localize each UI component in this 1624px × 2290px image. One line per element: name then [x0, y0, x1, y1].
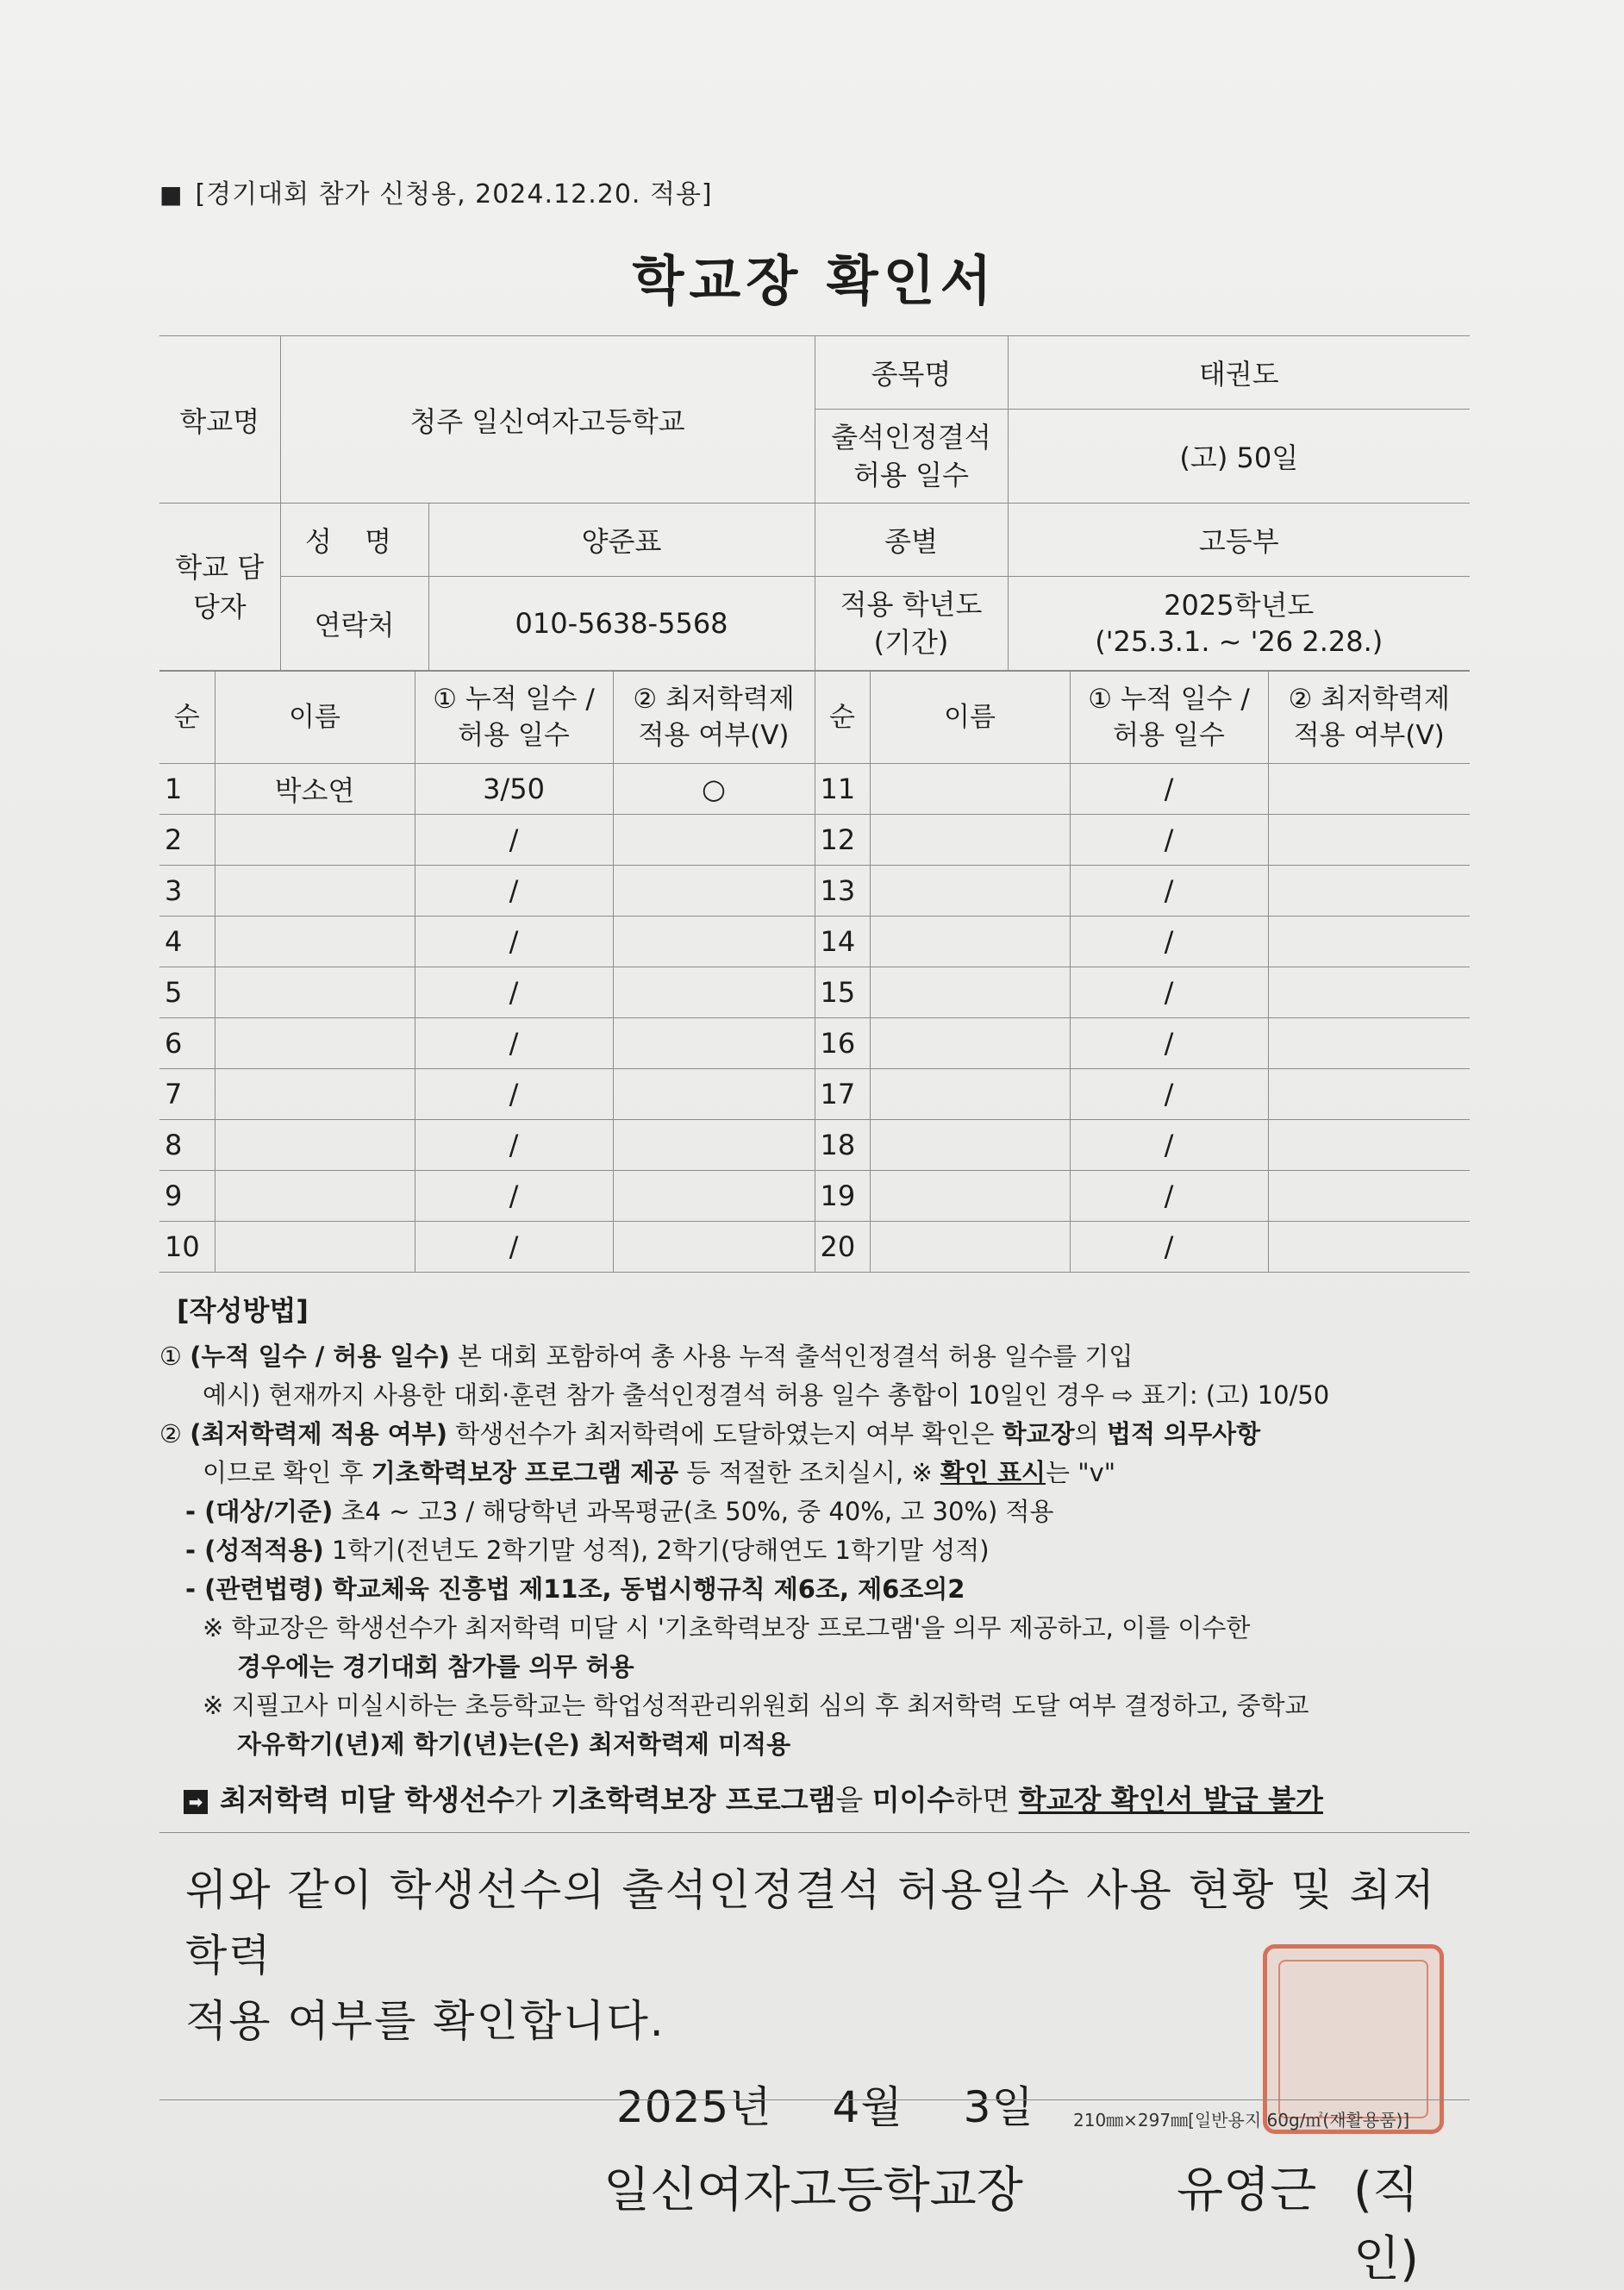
table-row [159, 917, 1470, 967]
attendance-value: (고) 50일 [1008, 410, 1470, 504]
cell-name [870, 1171, 1070, 1222]
guide-line-1 [159, 1337, 1470, 1376]
sport-value: 태권도 [1008, 336, 1470, 410]
cell-no: 13 [815, 866, 870, 917]
guide-term: 법적 의무사항 [1106, 1419, 1261, 1448]
cell-days: / [1070, 1171, 1268, 1222]
divider [159, 1832, 1470, 1833]
date-day: 3일 [963, 2082, 1034, 2132]
guide-line-9: 경우에는 경기대회 참가를 의무 허용 [237, 1652, 634, 1681]
guide-line-11: 자유학기(년)제 학기(년)는(은) 최저학력제 미적용 [237, 1730, 791, 1759]
list-header-row [159, 672, 1470, 764]
table-row [159, 1171, 1470, 1222]
cell-mark [1268, 967, 1470, 1018]
cell-days: / [415, 1222, 613, 1273]
division-label: 종별 [815, 504, 1008, 577]
cell-mark [1268, 1171, 1470, 1222]
cell-days: / [415, 815, 613, 866]
cell-name: 박소연 [215, 764, 415, 815]
cell-mark: ○ [613, 764, 815, 815]
date-month: 4월 [832, 2082, 903, 2132]
sport-label: 종목명 [815, 336, 1008, 410]
cell-mark [1268, 866, 1470, 917]
square-bullet-icon: ■ [159, 180, 184, 209]
cell-no: 10 [159, 1222, 215, 1273]
table-row [159, 815, 1470, 866]
document-content [159, 172, 1470, 2287]
cell-name [215, 1069, 415, 1120]
contact-group-label: 학교 담당자 [159, 504, 280, 671]
cell-mark [1268, 1018, 1470, 1069]
year-label: 적용 학년도 (기간) [815, 577, 1008, 671]
guide-text: 본 대회 포함하여 총 사용 누적 출석인정결석 허용 일수를 기입 [449, 1342, 1134, 1371]
cell-days: / [415, 866, 613, 917]
table-row [159, 1120, 1470, 1171]
cell-days: / [1070, 815, 1268, 866]
cell-name [215, 866, 415, 917]
cell-name [215, 1222, 415, 1273]
header-note-text: [경기대회 참가 신청용, 2024.12.20. 적용] [195, 179, 713, 210]
table-row [159, 1018, 1470, 1069]
cell-name [215, 1120, 415, 1171]
writing-guide [159, 1292, 1470, 1764]
cell-no: 6 [159, 1018, 215, 1069]
table-row [159, 764, 1470, 815]
bottom-divider [159, 2099, 1470, 2100]
cell-days: / [1070, 1018, 1268, 1069]
cell-no: 14 [815, 917, 870, 967]
cell-mark [613, 967, 815, 1018]
cell-name [870, 1018, 1070, 1069]
cell-days: / [1070, 1069, 1268, 1120]
guide-text: 학생선수가 최저학력에 도달하였는지 여부 확인은 [447, 1419, 1003, 1448]
guide-line-6 [159, 1531, 1470, 1570]
cell-days: / [1070, 764, 1268, 815]
final-note-part: 학교장 확인서 발급 불가 [1018, 1783, 1323, 1817]
page-title: 학교장 확인서 [632, 249, 997, 312]
final-note-part: 하면 [954, 1783, 1019, 1817]
official-seal-stamp [1263, 1944, 1444, 2134]
cell-no: 8 [159, 1120, 215, 1171]
cell-mark [613, 1018, 815, 1069]
cell-days: / [415, 917, 613, 967]
cell-no: 4 [159, 917, 215, 967]
col-days: ① 누적 일수 / 허용 일수 [1070, 672, 1268, 764]
table-row [159, 866, 1470, 917]
cell-no: 19 [815, 1171, 870, 1222]
year-period: ('25.3.1. ~ '26 2.28.) [1095, 625, 1384, 658]
col-min-applied: ② 최저학력제 적용 여부(V) [613, 672, 815, 764]
school-name-value: 청주 일신여자고등학교 [280, 336, 815, 504]
cell-no: 15 [815, 967, 870, 1018]
confirm-line-1: 위와 같이 학생선수의 출석인정결석 허용일수 사용 현황 및 최저학력 [185, 1865, 1436, 1980]
cell-name [215, 967, 415, 1018]
cell-days: / [415, 1120, 613, 1171]
cell-name [215, 917, 415, 967]
guide-text: 는 "v" [1046, 1458, 1116, 1487]
cell-name [870, 1120, 1070, 1171]
guide-text: 등 적절한 조치실시, ※ [678, 1458, 940, 1487]
cell-days: / [415, 967, 613, 1018]
final-note-part: 미이수 [871, 1783, 955, 1817]
guide-term: - (성적적용) [185, 1536, 324, 1565]
cell-no: 1 [159, 764, 215, 815]
cell-no: 9 [159, 1171, 215, 1222]
division-value: 고등부 [1008, 504, 1470, 577]
guide-title: [작성방법] [177, 1294, 309, 1327]
cell-days: / [1070, 917, 1268, 967]
cell-mark [613, 1069, 815, 1120]
guide-term: (최저학력제 적용 여부) [190, 1419, 448, 1448]
cell-days: / [1070, 1120, 1268, 1171]
arrow-right-icon: ➡ [184, 1790, 208, 1814]
student-list-table [159, 671, 1470, 1273]
cell-name [870, 967, 1070, 1018]
guide-term: 학교장 [1002, 1419, 1075, 1448]
guide-line-4 [159, 1454, 1470, 1492]
circled-one: ① [159, 1342, 182, 1371]
phone-value: 010-5638-5568 [428, 577, 815, 671]
final-note [159, 1778, 1470, 1818]
signature-line [159, 2152, 1470, 2287]
cell-no: 2 [159, 815, 215, 866]
year-value: 2025학년도 [1164, 589, 1315, 622]
cell-days: / [415, 1069, 613, 1120]
table-row [159, 967, 1470, 1018]
guide-line-2: 예시) 현재까지 사용한 대회·훈련 참가 출석인정결석 허용 일수 총합이 10일인 경우 ⇨ 표기: (고) 10/50 [203, 1380, 1330, 1410]
principal-title: 일신여자고등학교장 [603, 2162, 1023, 2218]
guide-text: 초4 ~ 고3 / 해당학년 과목평균(초 50%, 중 40%, 고 30%) 적용 [333, 1497, 1054, 1526]
name-value: 양준표 [428, 504, 815, 577]
cell-name [870, 917, 1070, 967]
cell-no: 7 [159, 1069, 215, 1120]
cell-mark [1268, 917, 1470, 967]
cell-days: / [1070, 1222, 1268, 1273]
cell-mark [613, 1171, 815, 1222]
cell-name [870, 1222, 1070, 1273]
list-body [159, 764, 1470, 1273]
final-note-part: 을 [835, 1783, 872, 1817]
table-row [159, 1069, 1470, 1120]
cell-mark [613, 1120, 815, 1171]
guide-line-8: ※ 학교장은 학생선수가 최저학력 미달 시 '기초학력보장 프로그램'을 의무 제공하고, 이를 이수한 [203, 1613, 1251, 1642]
cell-no: 18 [815, 1120, 870, 1171]
cell-no: 12 [815, 815, 870, 866]
cell-mark [1268, 1120, 1470, 1171]
cell-name [215, 1018, 415, 1069]
guide-line-7: - (관련법령) 학교체육 진흥법 제11조, 동법시행규칙 제6조, 제6조의2 [185, 1574, 965, 1604]
school-name-label: 학교명 [159, 336, 280, 504]
cell-no: 11 [815, 764, 870, 815]
guide-text: 의 [1074, 1419, 1107, 1448]
confirm-line-2: 적용 여부를 확인합니다. [185, 1996, 665, 2046]
principal-name: 유영근 [1177, 2162, 1317, 2218]
cell-name [870, 866, 1070, 917]
guide-term: 기초학력보장 프로그램 제공 [371, 1458, 679, 1487]
cell-name [215, 815, 415, 866]
date-year: 2025년 [616, 2082, 772, 2132]
year-value-cell [1008, 577, 1470, 671]
paper-size-note: 210㎜×297㎜[일반용지 60g/㎡(재활용품)] [1073, 2110, 1410, 2130]
cell-mark [1268, 764, 1470, 815]
final-note-part: 가 [514, 1783, 552, 1817]
seal-note: (직인) [1353, 2162, 1419, 2287]
cell-no: 20 [815, 1222, 870, 1273]
cell-name [870, 815, 1070, 866]
cell-mark [613, 1222, 815, 1273]
school-info-table [159, 335, 1470, 671]
header-note [159, 172, 1470, 210]
table-row [159, 1222, 1470, 1273]
guide-line-3 [159, 1415, 1470, 1454]
guide-term: (누적 일수 / 허용 일수) [190, 1342, 450, 1371]
guide-term: 확인 표시 [940, 1458, 1046, 1487]
cell-days: / [1070, 967, 1268, 1018]
cell-no: 5 [159, 967, 215, 1018]
guide-line-5 [159, 1492, 1470, 1531]
cell-days: / [415, 1171, 613, 1222]
cell-mark [613, 866, 815, 917]
col-min-applied: ② 최저학력제 적용 여부(V) [1268, 672, 1470, 764]
guide-text: 1학기(전년도 2학기말 성적), 2학기(당해연도 1학기말 성적) [323, 1536, 990, 1565]
cell-no: 3 [159, 866, 215, 917]
col-no: 순 [815, 672, 870, 764]
attendance-label: 출석인정결석 허용 일수 [815, 410, 1008, 504]
cell-name [870, 764, 1070, 815]
cell-days: / [1070, 866, 1268, 917]
cell-name [870, 1069, 1070, 1120]
col-days: ① 누적 일수 / 허용 일수 [415, 672, 613, 764]
seal-inner [1278, 1960, 1428, 2118]
guide-line-10: ※ 지필고사 미실시하는 초등학교는 학업성적관리위원회 심의 후 최저학력 도달 여부 결정하고, 중학교 [203, 1691, 1309, 1720]
name-label: 성 명 [280, 504, 428, 577]
cell-mark [1268, 1222, 1470, 1273]
guide-term: - (대상/기준) [185, 1497, 334, 1526]
cell-days: / [415, 1018, 613, 1069]
cell-mark [1268, 815, 1470, 866]
final-note-part: 최저학력 미달 학생선수 [220, 1783, 515, 1817]
cell-days: 3/50 [415, 764, 613, 815]
col-no: 순 [159, 672, 215, 764]
final-note-part: 기초학력보장 프로그램 [551, 1783, 836, 1817]
phone-label: 연락처 [280, 577, 428, 671]
cell-no: 17 [815, 1069, 870, 1120]
col-name: 이름 [870, 672, 1070, 764]
cell-name [215, 1171, 415, 1222]
cell-mark [613, 815, 815, 866]
circled-two: ② [159, 1419, 182, 1448]
guide-text: 이므로 확인 후 [203, 1458, 372, 1487]
cell-mark [1268, 1069, 1470, 1120]
cell-mark [613, 917, 815, 967]
col-name: 이름 [215, 672, 415, 764]
cell-no: 16 [815, 1018, 870, 1069]
